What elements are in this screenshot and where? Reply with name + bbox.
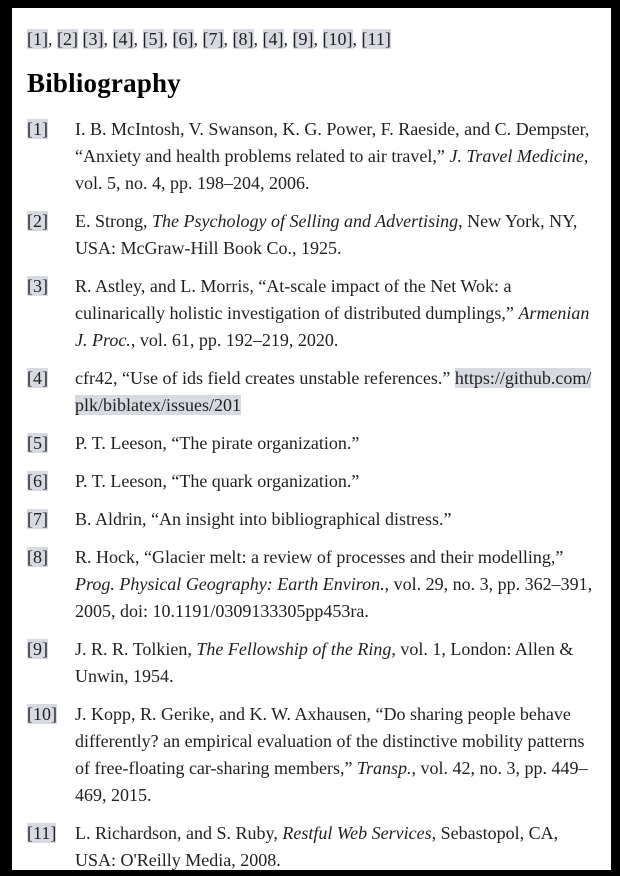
entry-text bbox=[75, 365, 597, 419]
citation-marker-link[interactable]: [7] bbox=[202, 29, 224, 49]
citation-marker-link[interactable]: [8] bbox=[232, 29, 254, 49]
citation-marker-link[interactable]: [2] bbox=[57, 29, 78, 49]
entry-text-segment: Restful Web Services bbox=[282, 823, 432, 843]
entry-text-segment: J. Travel Medicine bbox=[449, 146, 584, 166]
entry-text-segment: E. Strong, bbox=[75, 211, 153, 231]
entry-label-link[interactable]: [6] bbox=[27, 471, 48, 491]
entry-text bbox=[75, 430, 597, 457]
entry-label-link[interactable]: [7] bbox=[27, 509, 48, 529]
entry-label-column bbox=[27, 820, 75, 870]
entry-label-column bbox=[27, 430, 75, 457]
citation-marker-link[interactable]: [5] bbox=[142, 29, 164, 49]
citation-marker-link[interactable]: [4] bbox=[262, 29, 284, 49]
entry-text bbox=[75, 506, 597, 533]
bibliography-entry bbox=[27, 430, 597, 457]
entry-text-segment: P. T. Leeson, “The pirate organization.” bbox=[75, 433, 360, 453]
entry-text bbox=[75, 273, 597, 354]
bibliography-entry bbox=[27, 544, 597, 625]
bibliography-heading: Bibliography bbox=[27, 68, 181, 98]
entry-label-link[interactable]: [4] bbox=[27, 368, 48, 388]
entry-label-column bbox=[27, 365, 75, 419]
entry-text-segment: Transp. bbox=[357, 758, 412, 778]
citation-marker-link[interactable]: [4] bbox=[112, 29, 134, 49]
citation-marker-link[interactable]: [9] bbox=[292, 29, 314, 49]
bibliography-entry bbox=[27, 116, 597, 197]
entry-label-column bbox=[27, 208, 75, 262]
entry-label-link[interactable]: [2] bbox=[27, 211, 48, 231]
entry-label-link[interactable]: [8] bbox=[27, 547, 48, 567]
entry-text bbox=[75, 116, 597, 197]
entry-text bbox=[75, 636, 597, 690]
entry-label-column bbox=[27, 468, 75, 495]
entry-label-link[interactable]: [3] bbox=[27, 276, 48, 296]
bibliography-entry bbox=[27, 506, 597, 533]
bibliography-entry bbox=[27, 820, 597, 870]
entry-text-segment: , vol. 5, no. 4, pp. 198–204, 2006. bbox=[75, 146, 589, 193]
citation-marker-link[interactable]: [6] bbox=[172, 29, 194, 49]
entry-text-segment: Armenian J. Proc. bbox=[75, 303, 590, 350]
citation-marker-link[interactable]: [10] bbox=[322, 29, 353, 49]
entry-label-column bbox=[27, 506, 75, 533]
bibliography-entry bbox=[27, 365, 597, 419]
bibliography-list bbox=[27, 116, 597, 870]
entry-text bbox=[75, 468, 597, 495]
entry-text-segment: cfr42, “Use of ids field creates unstable references.” bbox=[75, 368, 455, 388]
entry-text-segment: L. Richardson, and S. Ruby, bbox=[75, 823, 283, 843]
entry-text-segment: J. Kopp, R. Gerike, and K. W. Axhausen, “Do sharing people behave differently? an empirical evaluation of the distinctive mobility patterns of free-floating car-sharing members,” bbox=[75, 704, 585, 778]
entry-text-segment: R. Astley, and L. Morris, “At-scale impact of the Net Wok: a culinarically holistic investigation of distributed dumplings,” bbox=[75, 276, 519, 323]
citation-line: [1], [2] [3], [4], [5], [6], [7], [8], [4], [9], [10], [11] bbox=[27, 29, 391, 49]
entry-label-column bbox=[27, 273, 75, 354]
bibliography-entry bbox=[27, 208, 597, 262]
entry-text bbox=[75, 544, 597, 625]
entry-text-segment: Prog. Physical Geography: Earth Environ. bbox=[75, 574, 385, 594]
entry-label-column bbox=[27, 636, 75, 690]
entry-label-link[interactable]: [5] bbox=[27, 433, 48, 453]
bibliography-entry bbox=[27, 468, 597, 495]
entry-text-segment: The Fellowship of the Ring bbox=[196, 639, 392, 659]
bibliography-entry bbox=[27, 273, 597, 354]
entry-text-segment: , New York, NY, USA: McGraw-Hill Book Co., 1925. bbox=[75, 211, 578, 258]
entry-url-link[interactable]: https://github.com/plk/biblatex/issues/201 bbox=[75, 368, 592, 415]
entry-text bbox=[75, 820, 597, 870]
entry-text-segment: I. B. McIntosh, V. Swanson, K. G. Power, F. Raeside, and C. Dempster, “Anxiety and health problems related to air travel,” bbox=[75, 119, 590, 166]
entry-text bbox=[75, 208, 597, 262]
entry-label-link[interactable]: [11] bbox=[27, 823, 57, 843]
entry-text bbox=[75, 701, 597, 809]
citation-marker-link[interactable]: [1] bbox=[27, 29, 48, 49]
citation-marker-link[interactable]: [3] bbox=[82, 29, 104, 49]
entry-text-segment: , vol. 1, London: Allen & Unwin, 1954. bbox=[75, 639, 574, 686]
bibliography-entry bbox=[27, 701, 597, 809]
entry-text-segment: B. Aldrin, “An insight into bibliographical distress.” bbox=[75, 509, 452, 529]
entry-text-segment: , Sebastopol, CA, USA: O'Reilly Media, 2008. bbox=[75, 823, 559, 870]
bibliography-entry bbox=[27, 636, 597, 690]
entry-text-segment: The Psychology of Selling and Advertising bbox=[152, 211, 459, 231]
entry-label-column bbox=[27, 544, 75, 625]
entry-text-segment: , vol. 61, pp. 192–219, 2020. bbox=[130, 330, 339, 350]
entry-label-column bbox=[27, 116, 75, 197]
entry-text-segment: J. R. R. Tolkien, bbox=[75, 639, 197, 659]
entry-label-link[interactable]: [10] bbox=[27, 704, 57, 724]
entry-label-link[interactable]: [1] bbox=[27, 119, 48, 139]
entry-text-segment: , vol. 42, no. 3, pp. 449–469, 2015. bbox=[75, 758, 588, 805]
citation-marker-link[interactable]: [11] bbox=[361, 29, 391, 49]
entry-text-segment: P. T. Leeson, “The quark organization.” bbox=[75, 471, 360, 491]
entry-label-link[interactable]: [9] bbox=[27, 639, 48, 659]
entry-text-segment: R. Hock, “Glacier melt: a review of processes and their modelling,” bbox=[75, 547, 564, 567]
document-page bbox=[12, 8, 611, 870]
entry-label-column bbox=[27, 701, 75, 809]
entry-text-segment: , vol. 29, no. 3, pp. 362–391, 2005, doi: 10.1191/0309133305pp453ra. bbox=[75, 574, 593, 621]
